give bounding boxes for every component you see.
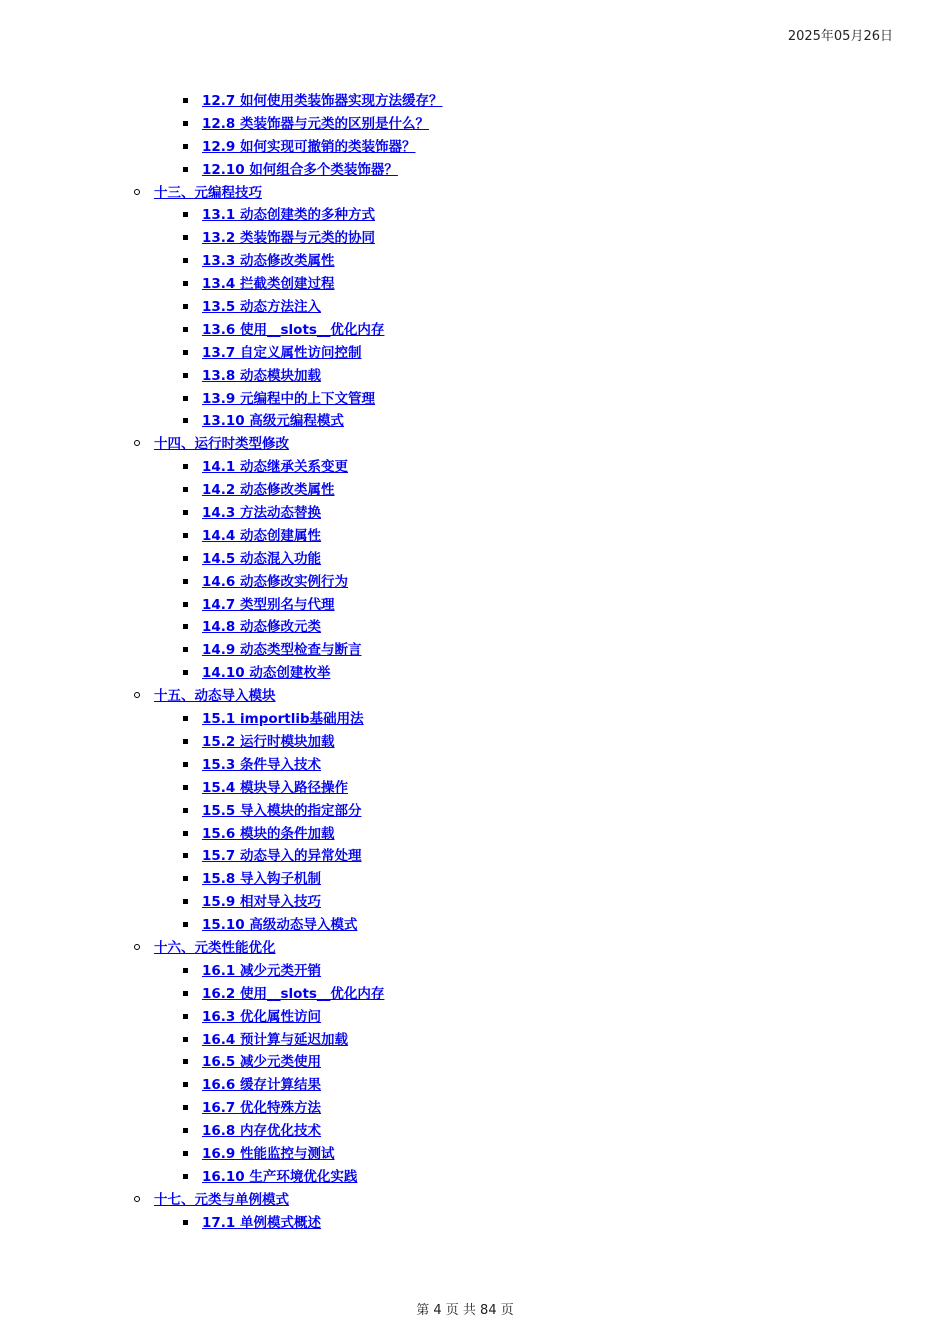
toc-subsection-item <box>0 387 950 410</box>
toc-section-link[interactable]: 十六、元类性能优化 <box>154 939 276 956</box>
toc-subsection-item <box>0 203 950 226</box>
toc-subsection-link[interactable]: 13.2 类装饰器与元类的协同 <box>202 230 376 247</box>
toc-subsection-item <box>0 158 950 181</box>
toc-subsection-item <box>0 341 950 364</box>
toc-subsection-link[interactable]: 13.4 拦截类创建过程 <box>202 276 335 293</box>
toc-subsection-item <box>0 638 950 661</box>
toc-subsection-link[interactable]: 16.9 性能监控与测试 <box>202 1145 335 1162</box>
toc-subsection-link[interactable]: 14.10 动态创建枚举 <box>202 665 331 682</box>
toc-subsection-item <box>0 615 950 638</box>
toc-subsection-item <box>0 318 950 341</box>
toc-subsection-link[interactable]: 15.6 模块的条件加载 <box>202 825 335 842</box>
toc-subsection-item <box>0 547 950 570</box>
toc-subsection-link[interactable]: 16.8 内存优化技术 <box>202 1123 322 1140</box>
toc-subsection-item <box>0 1050 950 1073</box>
toc-subsection-item <box>0 570 950 593</box>
toc-subsection-link[interactable]: 13.7 自定义属性访问控制 <box>202 344 362 361</box>
toc-subsection-item <box>0 1211 950 1234</box>
toc-section-item <box>0 936 950 959</box>
toc-subsection-link[interactable]: 14.3 方法动态替换 <box>202 505 322 522</box>
toc-subsection-item <box>0 1096 950 1119</box>
header-date: 2025年05月26日 <box>787 29 893 44</box>
toc-subsection-item <box>0 730 950 753</box>
toc-subsection-link[interactable]: 14.9 动态类型检查与断言 <box>202 642 362 659</box>
toc-subsection-item <box>0 249 950 272</box>
toc-subsection-link[interactable]: 16.10 生产环境优化实践 <box>202 1168 358 1185</box>
toc-section-link[interactable]: 十四、运行时类型修改 <box>154 436 289 453</box>
page-number: 第 4 页 共 84 页 <box>416 1303 514 1318</box>
toc-subsection-item <box>0 753 950 776</box>
toc-subsection-link[interactable]: 13.3 动态修改类属性 <box>202 253 335 270</box>
toc-section-item <box>0 432 950 455</box>
toc-subsection-item <box>0 661 950 684</box>
toc-subsection-item <box>0 982 950 1005</box>
toc-subsection-link[interactable]: 13.10 高级元编程模式 <box>202 413 344 430</box>
toc-subsection-link[interactable]: 13.9 元编程中的上下文管理 <box>202 390 376 407</box>
toc-section-link[interactable]: 十三、元编程技巧 <box>154 184 262 201</box>
toc-section-link[interactable]: 十五、动态导入模块 <box>154 688 276 705</box>
toc-subsection-item <box>0 89 950 112</box>
toc-subsection-link[interactable]: 15.10 高级动态导入模式 <box>202 917 358 934</box>
toc-subsection-link[interactable]: 13.8 动态模块加载 <box>202 367 322 384</box>
toc-subsection-item <box>0 135 950 158</box>
toc-subsection-link[interactable]: 13.5 动态方法注入 <box>202 299 322 316</box>
toc-subsection-item <box>0 776 950 799</box>
toc-subsection-item <box>0 1073 950 1096</box>
toc-subsection-item <box>0 112 950 135</box>
toc-subsection-link[interactable]: 16.1 减少元类开销 <box>202 962 322 979</box>
toc-subsection-link[interactable]: 17.1 单例模式概述 <box>202 1214 322 1231</box>
toc-subsection-link[interactable]: 16.4 预计算与延迟加载 <box>202 1031 349 1048</box>
toc-subsection-link[interactable]: 16.2 使用__slots__优化内存 <box>202 985 385 1002</box>
toc-subsection-link[interactable]: 15.1 importlib基础用法 <box>202 711 364 728</box>
toc-subsection-link[interactable]: 14.7 类型别名与代理 <box>202 596 335 613</box>
toc-subsection-item <box>0 524 950 547</box>
toc-subsection-link[interactable]: 14.4 动态创建属性 <box>202 527 322 544</box>
toc-subsection-item <box>0 272 950 295</box>
toc-subsection-item <box>0 593 950 616</box>
toc-section-item <box>0 181 950 204</box>
toc-subsection-link[interactable]: 14.2 动态修改类属性 <box>202 482 335 499</box>
toc-subsection-link[interactable]: 12.10 如何组合多个类装饰器？ <box>202 161 398 178</box>
toc-subsection-item <box>0 1119 950 1142</box>
toc-subsection-item <box>0 913 950 936</box>
toc-subsection-item <box>0 478 950 501</box>
toc-section-item <box>0 1188 950 1211</box>
toc-section-item <box>0 684 950 707</box>
toc-subsection-item <box>0 501 950 524</box>
toc-subsection-item <box>0 295 950 318</box>
toc-subsection-link[interactable]: 15.3 条件导入技术 <box>202 756 322 773</box>
toc-subsection-item <box>0 1142 950 1165</box>
toc-subsection-link[interactable]: 16.5 减少元类使用 <box>202 1054 322 1071</box>
toc-subsection-link[interactable]: 15.2 运行时模块加载 <box>202 733 335 750</box>
toc-subsection-item <box>0 1165 950 1188</box>
toc-subsection-link[interactable]: 15.7 动态导入的异常处理 <box>202 848 362 865</box>
toc-subsection-link[interactable]: 14.8 动态修改元类 <box>202 619 322 636</box>
toc-subsection-link[interactable]: 12.9 如何实现可撤销的类装饰器？ <box>202 138 416 155</box>
toc-subsection-link[interactable]: 14.5 动态混入功能 <box>202 550 322 567</box>
toc-section-link[interactable]: 十七、元类与单例模式 <box>154 1191 289 1208</box>
toc-subsection-link[interactable]: 16.7 优化特殊方法 <box>202 1100 322 1117</box>
toc-subsection-link[interactable]: 13.1 动态创建类的多种方式 <box>202 207 376 224</box>
toc-subsection-item <box>0 226 950 249</box>
toc-subsection-link[interactable]: 12.7 如何使用类装饰器实现方法缓存？ <box>202 93 443 109</box>
toc-subsection-link[interactable]: 15.5 导入模块的指定部分 <box>202 802 362 819</box>
toc-subsection-item <box>0 1028 950 1051</box>
toc-subsection-item <box>0 799 950 822</box>
toc-subsection-item <box>0 844 950 867</box>
toc-subsection-item <box>0 890 950 913</box>
toc-subsection-link[interactable]: 15.4 模块导入路径操作 <box>202 779 349 796</box>
toc-subsection-item <box>0 867 950 890</box>
toc-subsection-link[interactable]: 14.6 动态修改实例行为 <box>202 573 349 590</box>
toc-subsection-item <box>0 409 950 432</box>
toc-subsection-link[interactable]: 14.1 动态继承关系变更 <box>202 459 349 476</box>
toc-subsection-link[interactable]: 15.9 相对导入技巧 <box>202 894 322 911</box>
toc-subsection-item <box>0 364 950 387</box>
toc-subsection-link[interactable]: 13.6 使用__slots__优化内存 <box>202 321 385 338</box>
toc-subsection-item <box>0 822 950 845</box>
table-of-contents <box>0 89 950 1234</box>
toc-subsection-item <box>0 959 950 982</box>
toc-subsection-link[interactable]: 15.8 导入钩子机制 <box>202 871 322 888</box>
toc-subsection-link[interactable]: 16.3 优化属性访问 <box>202 1008 322 1025</box>
toc-subsection-item <box>0 707 950 730</box>
toc-subsection-item <box>0 455 950 478</box>
toc-subsection-item <box>0 1005 950 1028</box>
toc-subsection-link[interactable]: 12.8 类装饰器与元类的区别是什么？ <box>202 115 430 132</box>
toc-subsection-link[interactable]: 16.6 缓存计算结果 <box>202 1077 322 1094</box>
